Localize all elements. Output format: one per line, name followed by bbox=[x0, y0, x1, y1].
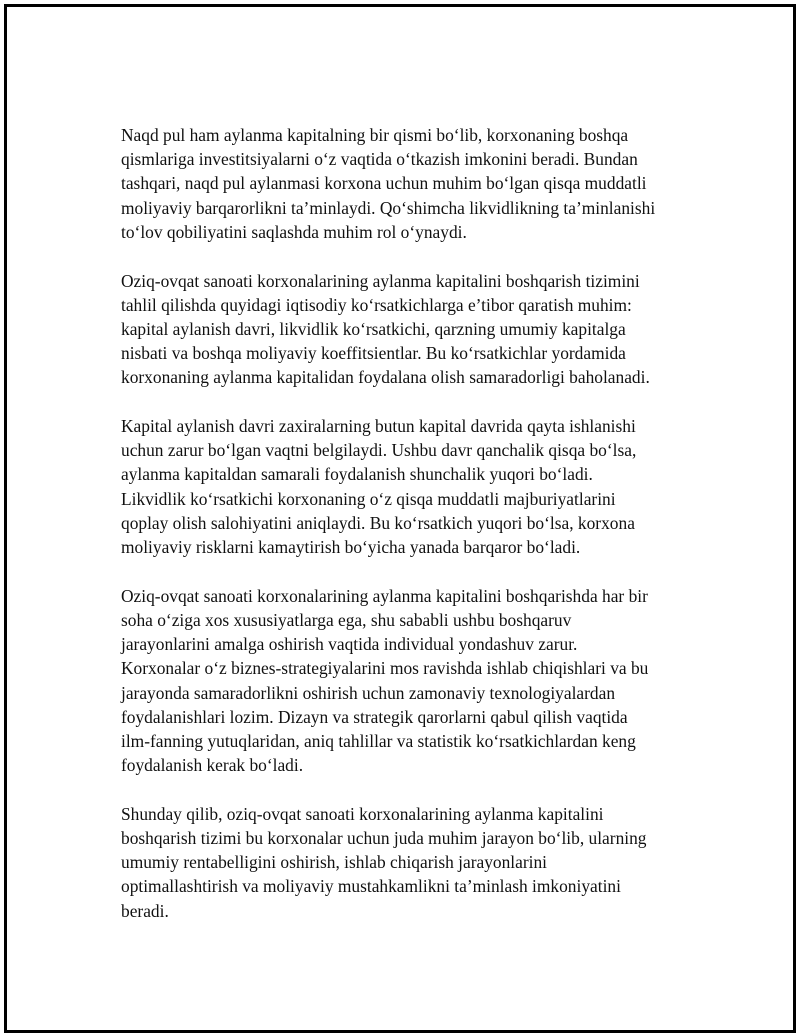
text-line: foydalanishlari lozim. Dizayn va strategik qarorlarni qabul qilish vaqtida bbox=[121, 706, 628, 727]
text-line: tashqari, naqd pul aylanmasi korxona uchun muhim bo‘lgan qisqa muddatli bbox=[121, 173, 647, 194]
text-line: moliyaviy barqarorlikni ta’minlaydi. Qo‘shimcha likvidlikning ta’minlanishi bbox=[121, 197, 656, 218]
text-line: foydalanish kerak bo‘ladi. bbox=[121, 755, 304, 776]
text-line: boshqarish tizimi bu korxonalar uchun juda muhim jarayon bo‘lib, ularning bbox=[121, 828, 647, 849]
text-line: jarayonlarini amalga oshirish vaqtida individual yondashuv zarur. bbox=[121, 634, 578, 655]
text-line: Naqd pul ham aylanma kapitalning bir qismi bo‘lib, korxonaning boshqa bbox=[121, 125, 629, 145]
text-line: beradi. bbox=[121, 900, 169, 921]
text-line: moliyaviy risklarni kamaytirish bo‘yicha yanada barqaror bo‘ladi. bbox=[121, 537, 581, 558]
text-line: kapital aylanish davri, likvidlik ko‘rsatkichi, qarzning umumiy kapitalga bbox=[121, 318, 626, 339]
paragraph-1 bbox=[121, 123, 696, 244]
text-line: aylanma kapitaldan samarali foydalanish shunchalik yuqori bo‘ladi. bbox=[121, 464, 593, 485]
text-line: qismlariga investitsiyalarni o‘z vaqtida o‘tkazish imkonini beradi. Bundan bbox=[121, 149, 638, 170]
page-frame bbox=[4, 4, 796, 1033]
text-line: optimallashtirish va moliyaviy mustahkamlikni ta’minlash imkoniyatini bbox=[121, 876, 621, 897]
paragraph-2 bbox=[121, 269, 696, 390]
text-line: soha o‘ziga xos xususiyatlarga ega, shu sababli ushbu boshqaruv bbox=[121, 609, 572, 630]
text-line: ilm-fanning yutuqlaridan, aniq tahlillar va statistik ko‘rsatkichlardan keng bbox=[121, 730, 636, 751]
text-line: to‘lov qobiliyatini saqlashda muhim rol o‘ynaydi. bbox=[121, 221, 467, 242]
text-line: Kapital aylanish davri zaxiralarning butun kapital davrida qayta ishlanishi bbox=[121, 416, 636, 437]
text-line: umumiy rentabelligini oshirish, ishlab chiqarish jarayonlarini bbox=[121, 852, 547, 873]
text-line: Likvidlik ko‘rsatkichi korxonaning o‘z qisqa muddatli majburiyatlarini bbox=[121, 488, 616, 509]
text-line: korxonaning aylanma kapitalidan foydalana olish samaradorligi baholanadi. bbox=[121, 367, 650, 388]
paragraph-4 bbox=[121, 584, 696, 778]
text-line: Shunday qilib, oziq-ovqat sanoati korxonalarining aylanma kapitalini bbox=[121, 803, 604, 824]
text-line: qoplay olish salohiyatini aniqlaydi. Bu ko‘rsatkich yuqori bo‘lsa, korxona bbox=[121, 512, 635, 533]
text-line: Korxonalar o‘z biznes-strategiyalarini mos ravishda ishlab chiqishlari va bu bbox=[121, 658, 649, 679]
text-line: jarayonda samaradorlikni oshirish uchun zamonaviy texnologiyalardan bbox=[121, 682, 616, 703]
text-line: Oziq-ovqat sanoati korxonalarining aylanma kapitalini boshqarish tizimini bbox=[121, 270, 640, 291]
paragraph-3 bbox=[121, 414, 696, 559]
text-line: tahlil qilishda quyidagi iqtisodiy ko‘rsatkichlarga e’tibor qaratish muhim: bbox=[121, 294, 632, 315]
text-line: nisbati va boshqa moliyaviy koeffitsientlar. Bu ko‘rsatkichlar yordamida bbox=[121, 343, 626, 364]
text-line: uchun zarur bo‘lgan vaqtni belgilaydi. Ushbu davr qanchalik qisqa bo‘lsa, bbox=[121, 440, 637, 461]
document-body bbox=[121, 123, 696, 947]
text-line: Oziq-ovqat sanoati korxonalarining aylanma kapitalini boshqarishda har bir bbox=[121, 585, 648, 606]
paragraph-5 bbox=[121, 802, 696, 923]
